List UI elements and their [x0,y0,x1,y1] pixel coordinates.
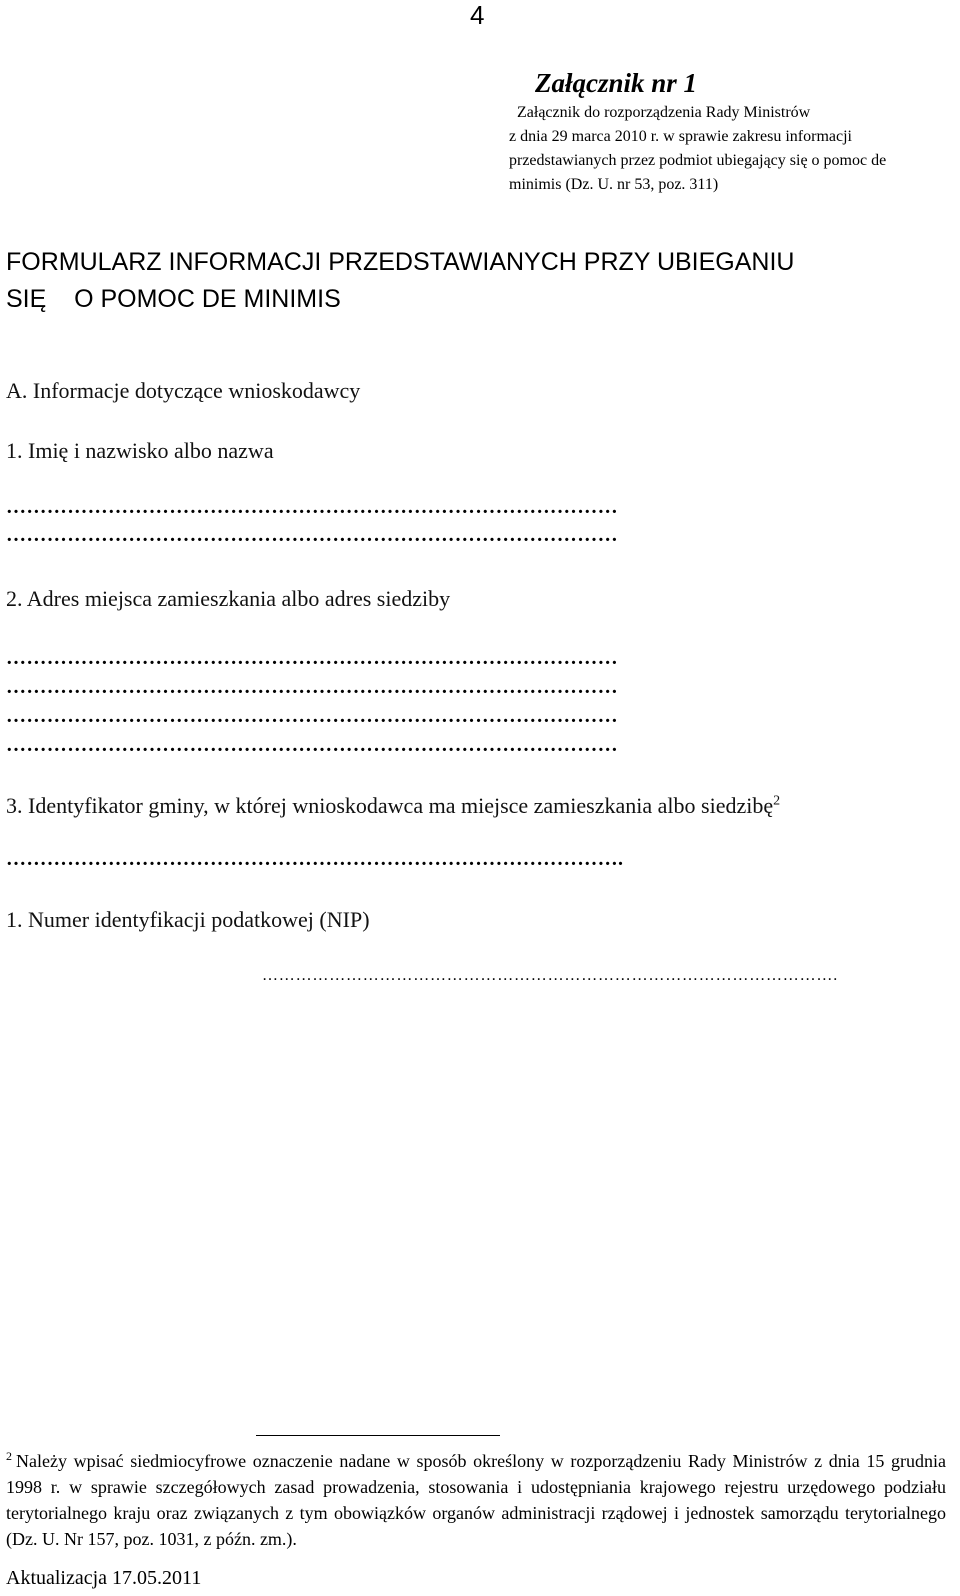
field-4-label: 1. Numer identyfikacji podatkowej (NIP) [6,907,370,932]
annex-subtitle-line: minimis (Dz. U. nr 53, poz. 311) [509,176,719,193]
footnote-text: Należy wpisać siedmiocyfrowe oznaczenie nadane w sposób określony w rozporządzeniu Rady Ministrów z dnia 15 grudnia 1998 r. w sprawie szczegółowych zasad prowadzenia, stosowania i udostępniania krajowego rejestru urzędowego podziału terytorialnego kraju oraz związanych z tym obowiązków organów administracji rządowej i jednostek samorządu terytorialnego (Dz. U. Nr 157, poz. 1031, z późn. zm.). [6,1451,946,1549]
annex-subtitle-line: z dnia 29 marca 2010 r. w sprawie zakresu informacji [509,128,852,145]
annex-subtitle-line: Załącznik do rozporządzenia Rady Ministrów [517,104,811,121]
field-2-line[interactable]: ……………………………………………………………………………… [6,676,618,698]
field-3-label-text: 3. Identyfikator gminy, w której wnioskodawca ma miejsce zamieszkania albo siedzibę [6,793,774,818]
annex-subtitle [509,101,939,197]
field-1-line[interactable]: ……………………………………………………………………………… [6,524,618,546]
form-title [6,244,956,318]
field-3-line[interactable]: ………………………………………………………………………………. [6,848,624,870]
field-2-label: 2. Adres miejsca zamieszkania albo adres siedziby [6,586,451,611]
annex-subtitle-line: przedstawianych przez podmiot ubiegający się o pomoc de [509,152,887,169]
section-a-heading: A. Informacje dotyczące wnioskodawcy [6,378,361,403]
field-4-line[interactable]: …………………………………………………………………………………………. [262,967,838,984]
update-note: Aktualizacja 17.05.2011 [6,1567,202,1589]
field-2-line[interactable]: ……………………………………………………………………………… [6,647,618,669]
form-title-line: SIĘ O POMOC DE MINIMIS [6,285,341,313]
form-title-line: FORMULARZ INFORMACJI PRZEDSTAWIANYCH PRZY UBIEGANIU [6,248,795,276]
page-number: 4 [470,0,485,30]
footnote-ref: 2 [773,793,781,809]
field-1-label: 1. Imię i nazwisko albo nazwa [6,438,274,463]
footnote [6,1448,946,1552]
field-1-line[interactable]: ……………………………………………………………………………… [6,496,618,518]
footnote-marker: 2 [6,1449,12,1463]
field-3-label [6,793,780,819]
annex-title: Załącznik nr 1 [535,68,698,98]
footnote-separator [256,1435,500,1436]
field-2-line[interactable]: ……………………………………………………………………………… [6,705,618,727]
field-2-line[interactable]: ……………………………………………………………………………… [6,734,618,756]
